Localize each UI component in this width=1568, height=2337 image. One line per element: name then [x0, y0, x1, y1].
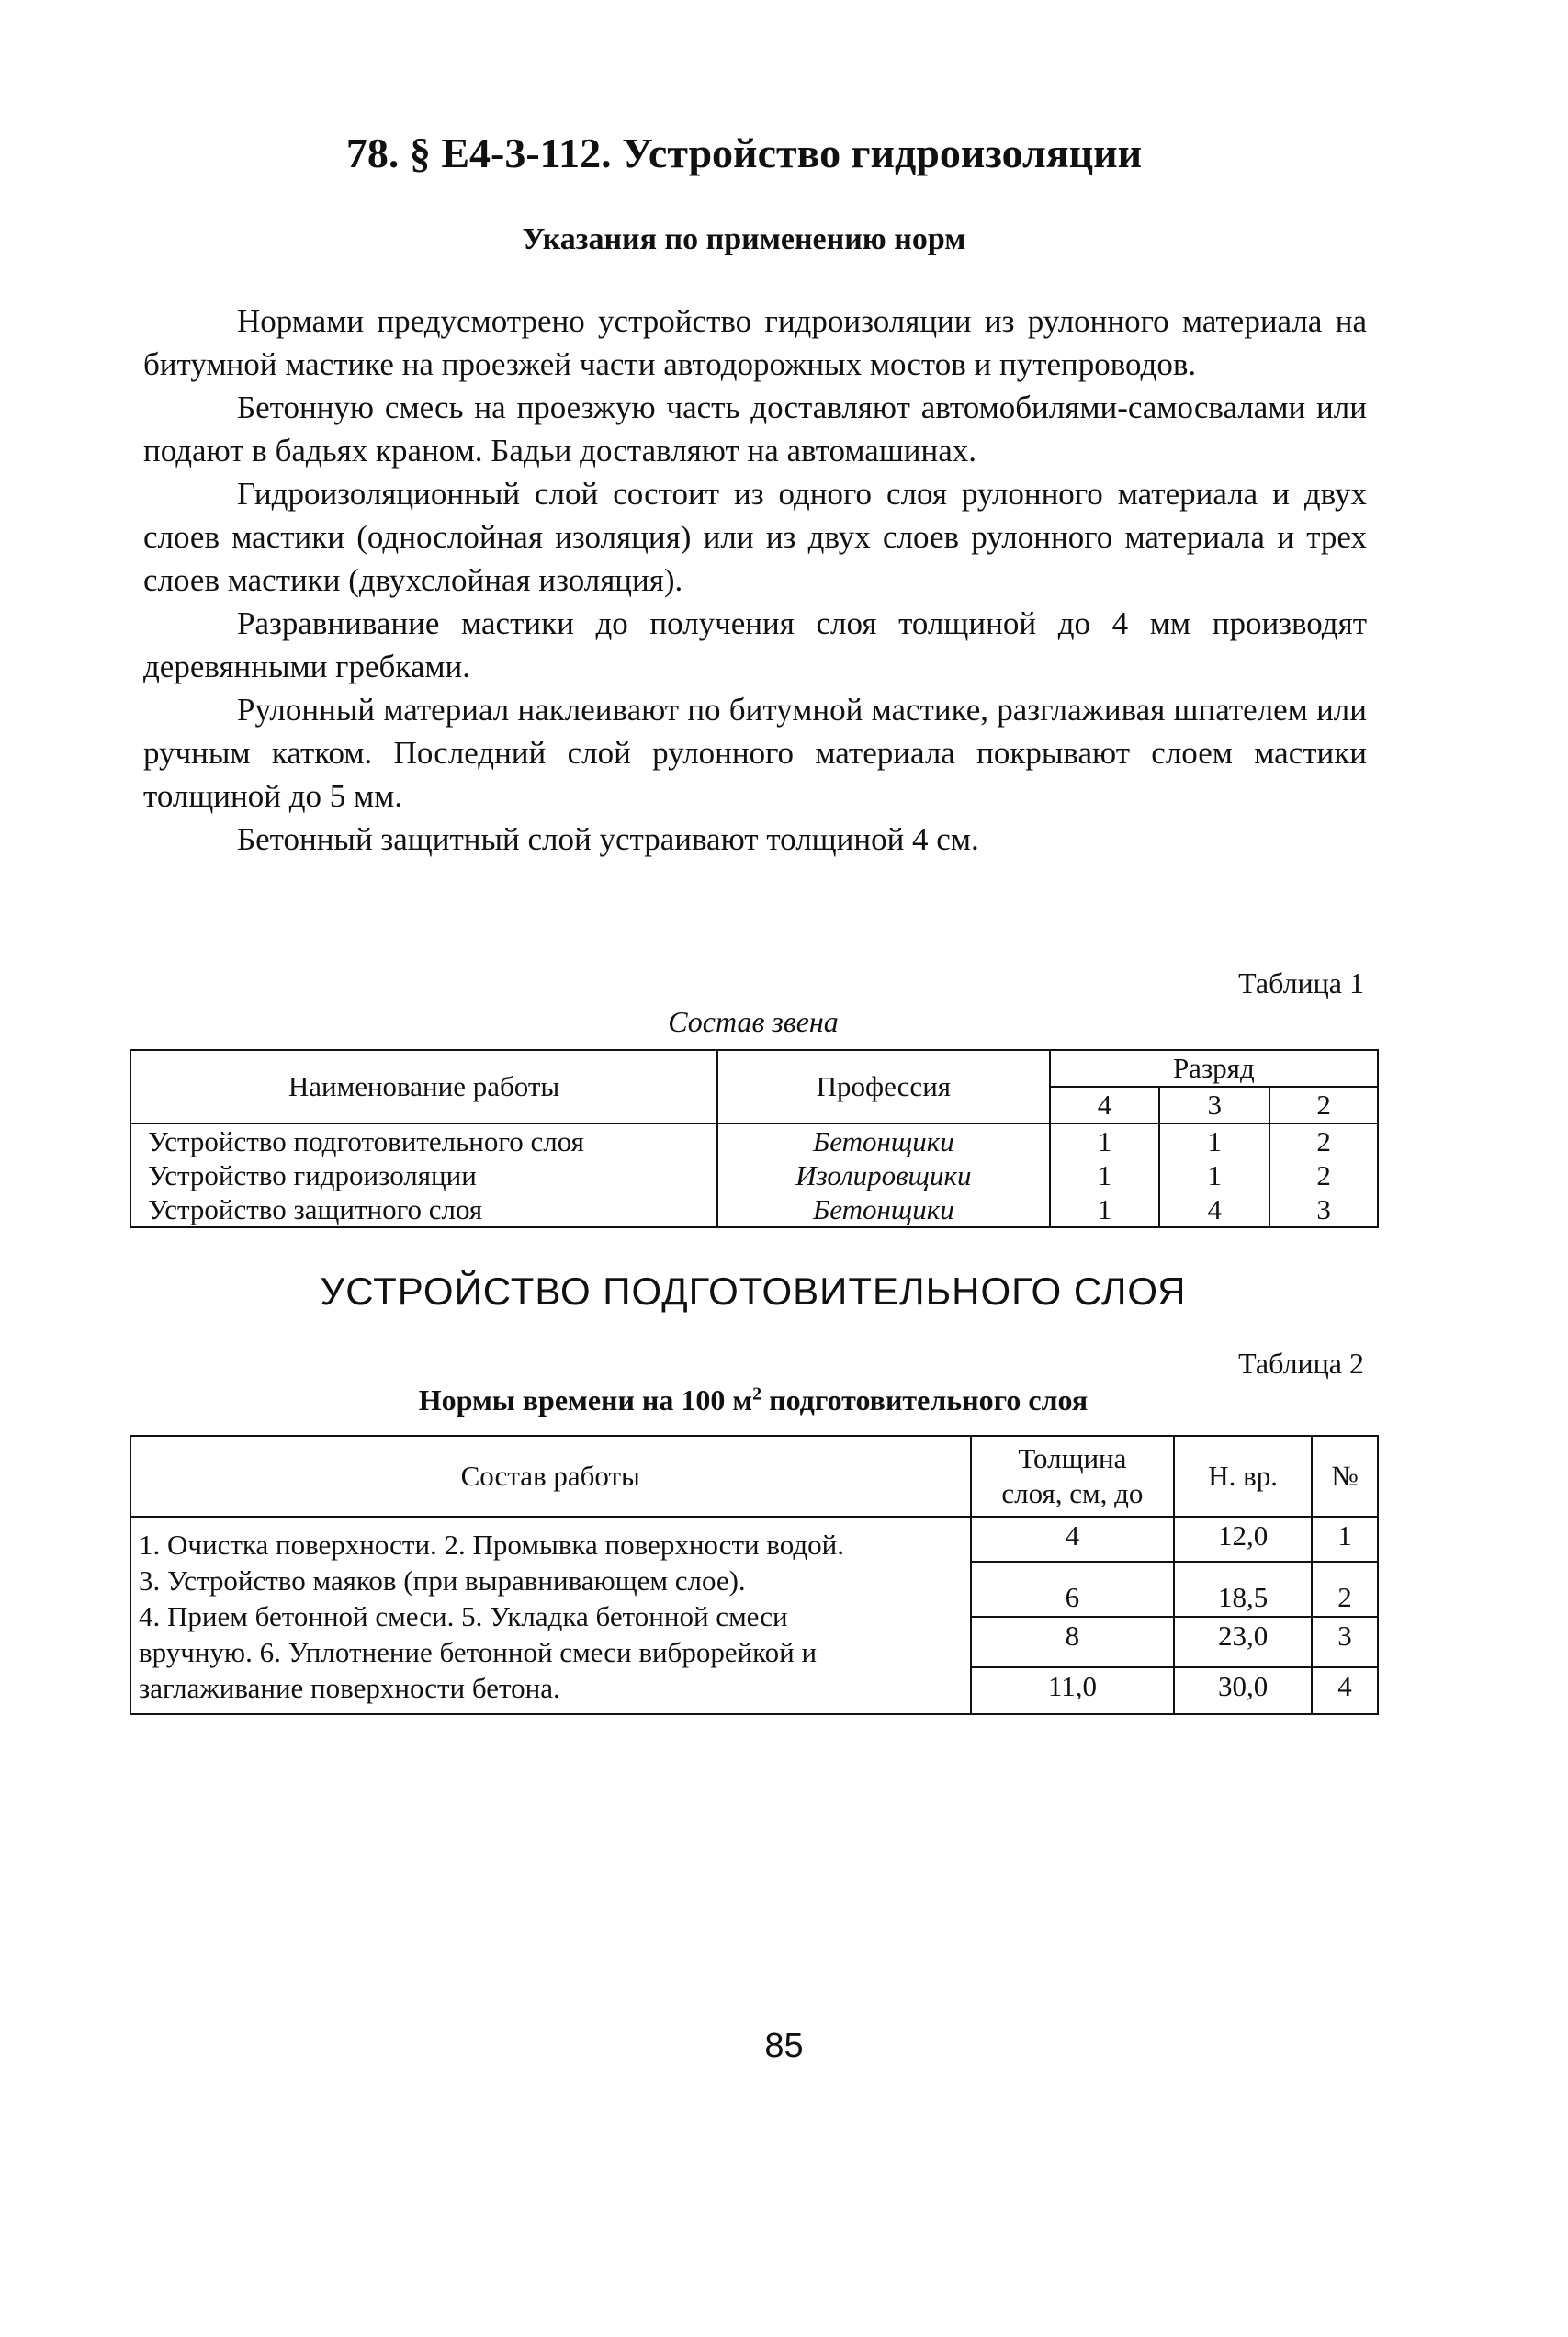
norm-cell: 23,0 [1174, 1617, 1312, 1667]
paragraph: Бетонный защитный слой устраивают толщиной 4 см. [237, 821, 979, 857]
section-subtitle: Указания по применению норм [522, 222, 966, 256]
header-number: № [1312, 1436, 1378, 1517]
table-row [130, 1517, 1378, 1562]
page-number: 85 [764, 2027, 804, 2065]
table-row [130, 1123, 1378, 1158]
header-grade-2: 2 [1269, 1087, 1378, 1123]
header-norm-time: Н. вр. [1174, 1436, 1312, 1517]
work-step-line: заглаживание поверхности бетона. [139, 1672, 560, 1704]
number-cell: 3 [1312, 1617, 1378, 1667]
grade-2-cell: 3 [1269, 1192, 1378, 1227]
work-name-cell: Устройство защитного слоя [130, 1192, 717, 1227]
norm-cell: 12,0 [1174, 1517, 1312, 1562]
table2-caption: Таблица 2 [1238, 1347, 1364, 1380]
profession-cell: Изолировщики [717, 1158, 1050, 1192]
grade-3-cell: 4 [1159, 1192, 1269, 1227]
header-grade-4: 4 [1050, 1087, 1160, 1123]
paragraph: Бетонную смесь на проезжую часть доставляют автомобилями-самосвалами или подают в бадьях краном. Бадьи доставляют на автомашинах. [143, 390, 1367, 469]
header-grade-3: 3 [1159, 1087, 1269, 1123]
page-title: 78. § Е4-3-112. Устройство гидроизоляции [345, 130, 1143, 176]
paragraph: Нормами предусмотрено устройство гидроизоляции из рулонного материала на битумной мастике на проезжей части автодорожных мостов и путепроводов. [143, 303, 1367, 382]
grade-4-cell: 1 [1050, 1192, 1160, 1227]
table2-title: Нормы времени на 100 $м^2$ подготовительного слоя [418, 1383, 1089, 1417]
work-composition-cell [130, 1517, 971, 1714]
body-text [143, 299, 1367, 861]
grade-3-cell: 1 [1159, 1158, 1269, 1192]
table1-title: Состав звена [668, 1005, 839, 1038]
paragraph: Рулонный материал наклеивают по битумной мастике, разглаживая шпателем или ручным катком. Последний слой рулонного материала покрывают слоем мастики толщиной до 5 мм. [143, 692, 1367, 814]
grade-4-cell: 1 [1050, 1123, 1160, 1158]
paragraph: Гидроизоляционный слой состоит из одного слоя рулонного материала и двух слоев мастики (однослойная изоляция) или из двух слоев рулонного материала и трех слоев мастики (двухслойная изоляция). [143, 476, 1367, 598]
thickness-cell: 4 [971, 1517, 1175, 1562]
thickness-cell: 8 [971, 1617, 1175, 1667]
work-name-cell: Устройство подготовительного слоя [130, 1123, 717, 1158]
superscript: 2 [752, 1383, 762, 1405]
number-cell: 2 [1312, 1562, 1378, 1616]
work-step-line: вручную. 6. Уплотнение бетонной смеси виброрейкой и [139, 1636, 818, 1668]
number-cell: 1 [1312, 1517, 1378, 1562]
work-step-line: 1. Очистка поверхности. 2. Промывка поверхности водой. [139, 1529, 844, 1561]
header-work-name: Наименование работы [130, 1050, 717, 1123]
header-profession: Профессия [717, 1050, 1050, 1123]
section-heading: УСТРОЙСТВО ПОДГОТОВИТЕЛЬНОГО СЛОЯ [320, 1270, 1187, 1313]
table1-caption: Таблица 1 [1238, 966, 1364, 999]
thickness-cell: 6 [971, 1562, 1175, 1616]
grade-2-cell: 2 [1269, 1158, 1378, 1192]
work-name-cell: Устройство гидроизоляции [130, 1158, 717, 1192]
profession-cell: Бетонщики [717, 1123, 1050, 1158]
work-step-line: 4. Прием бетонной смеси. 5. Укладка бетонной смеси [139, 1600, 788, 1632]
header-thickness: Толщина слоя, см, до [971, 1436, 1175, 1517]
paragraph: Разравнивание мастики до получения слоя толщиной до 4 мм производят деревянными гребками. [143, 605, 1367, 684]
table-row [130, 1158, 1378, 1192]
norm-cell: 18,5 [1174, 1562, 1312, 1616]
grade-2-cell: 2 [1269, 1123, 1378, 1158]
number-cell: 4 [1312, 1667, 1378, 1714]
time-norms-table [130, 1435, 1379, 1715]
work-step-line: 3. Устройство маяков (при выравнивающем слое). [139, 1564, 746, 1597]
grade-3-cell: 1 [1159, 1123, 1269, 1158]
header-grade: Разряд [1050, 1050, 1378, 1087]
profession-cell: Бетонщики [717, 1192, 1050, 1227]
norm-cell: 30,0 [1174, 1667, 1312, 1714]
thickness-cell: 11,0 [971, 1667, 1175, 1714]
header-work-composition: Состав работы [130, 1436, 971, 1517]
crew-composition-table [130, 1049, 1379, 1228]
table-row [130, 1192, 1378, 1227]
grade-4-cell: 1 [1050, 1158, 1160, 1192]
